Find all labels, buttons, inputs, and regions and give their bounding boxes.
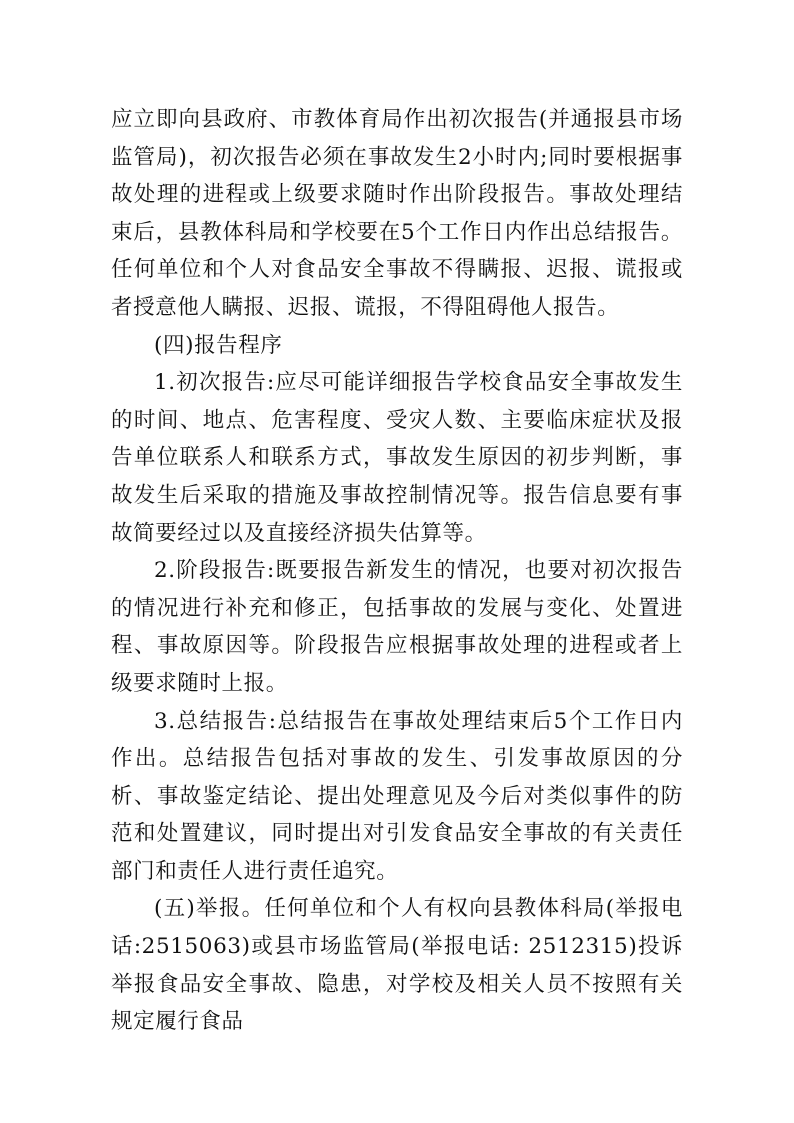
- section-heading-reporting-procedure: (四)报告程序: [154, 332, 283, 358]
- paragraph-summary-report: 3.总结报告:总结报告在事故处理结束后5个工作日内作出。总结报告包括对事故的发生、引发事故原因的分析、事故鉴定结论、提出处理意见及今后对类似事件的防范和处置建议，同时提出对引发食品安全事故的有关责任部门和责任人进行责任追究。: [111, 708, 683, 884]
- paragraph-reporting-duty: 应立即向县政府、市教体育局作出初次报告(并通报县市场监管局)，初次报告必须在事故发生2小时内;同时要根据事故处理的进程或上级要求随时作出阶段报告。事故处理结束后，县教体科局和学校要在5个工作日内作出总结报告。任何单位和个人对食品安全事故不得瞒报、迟报、谎报或者授意他人瞒报、迟报、谎报，不得阻碍他人报告。: [111, 107, 683, 320]
- paragraph-stage-report: 2.阶段报告:既要报告新发生的情况，也要对初次报告的情况进行补充和修正，包括事故的发展与变化、处置进程、事故原因等。阶段报告应根据事故处理的进程或者上级要求随时上报。: [111, 558, 683, 696]
- document-body: [111, 101, 683, 1041]
- paragraph-initial-report: 1.初次报告:应尽可能详细报告学校食品安全事故发生的时间、地点、危害程度、受灾人数、主要临床症状及报告单位联系人和联系方式，事故发生原因的初步判断，事故发生后采取的措施及事故控制情况等。报告信息要有事故简要经过以及直接经济损失估算等。: [111, 370, 683, 546]
- paragraph-complaint-reporting: (五)举报。任何单位和个人有权向县教体科局(举报电话:2515063)或县市场监管局(举报电话: 2512315)投诉举报食品安全事故、隐患，对学校及相关人员不按照有关规定履行食品: [111, 896, 683, 1035]
